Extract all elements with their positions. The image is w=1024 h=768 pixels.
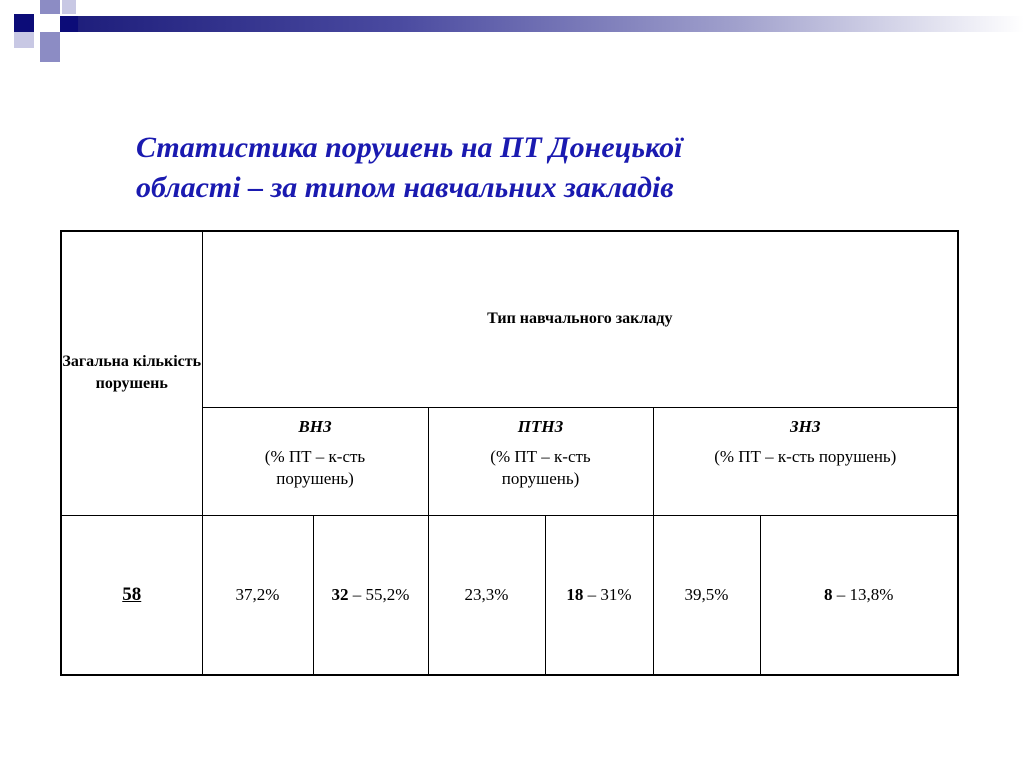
- slide-title: [136, 128, 896, 208]
- deco-square: [40, 48, 60, 62]
- group-header-ptnz: [428, 407, 653, 515]
- institution-type-header: Тип навчального закладу: [202, 231, 958, 407]
- group-header-znz: [653, 407, 958, 515]
- group-name: ВНЗ: [298, 416, 332, 436]
- title-line-2: області – за типом навчальних закладів: [136, 171, 674, 204]
- count-value: 8: [824, 584, 833, 604]
- ptnz-count-cell: [545, 515, 653, 675]
- group-name: ПТНЗ: [517, 416, 564, 436]
- znz-count-cell: [760, 515, 958, 675]
- header-row: [61, 231, 958, 407]
- znz-pct-cell: 39,5%: [653, 515, 760, 675]
- data-row: [61, 515, 958, 675]
- ptnz-pct-cell: 23,3%: [428, 515, 545, 675]
- deco-square: [14, 14, 34, 32]
- total-cell: [61, 515, 202, 675]
- deco-square: [14, 32, 34, 48]
- count-pct: – 31%: [587, 584, 632, 604]
- total-value: 58: [122, 583, 142, 605]
- header-decoration: [0, 0, 1024, 70]
- header-gradient-band: [60, 16, 1024, 32]
- total-violations-header: Загальна кількість порушень: [61, 231, 202, 515]
- title-line-1: Статистика порушень на ПТ Донецької: [136, 131, 683, 164]
- vnz-count-cell: [313, 515, 428, 675]
- deco-square: [62, 0, 76, 14]
- deco-square: [60, 16, 78, 32]
- group-desc: (% ПТ – к-сть порушень): [714, 446, 897, 466]
- deco-square: [40, 0, 60, 14]
- group-name: ЗНЗ: [790, 416, 821, 436]
- count-value: 18: [566, 584, 584, 604]
- count-value: 32: [331, 584, 349, 604]
- count-pct: – 55,2%: [352, 584, 410, 604]
- vnz-pct-cell: 37,2%: [202, 515, 313, 675]
- count-pct: – 13,8%: [836, 584, 894, 604]
- deco-square: [40, 32, 60, 48]
- group-desc: (% ПТ – к-сть порушень): [264, 446, 366, 488]
- violations-table: [60, 230, 959, 676]
- group-desc: (% ПТ – к-сть порушень): [490, 446, 591, 488]
- group-header-vnz: [202, 407, 428, 515]
